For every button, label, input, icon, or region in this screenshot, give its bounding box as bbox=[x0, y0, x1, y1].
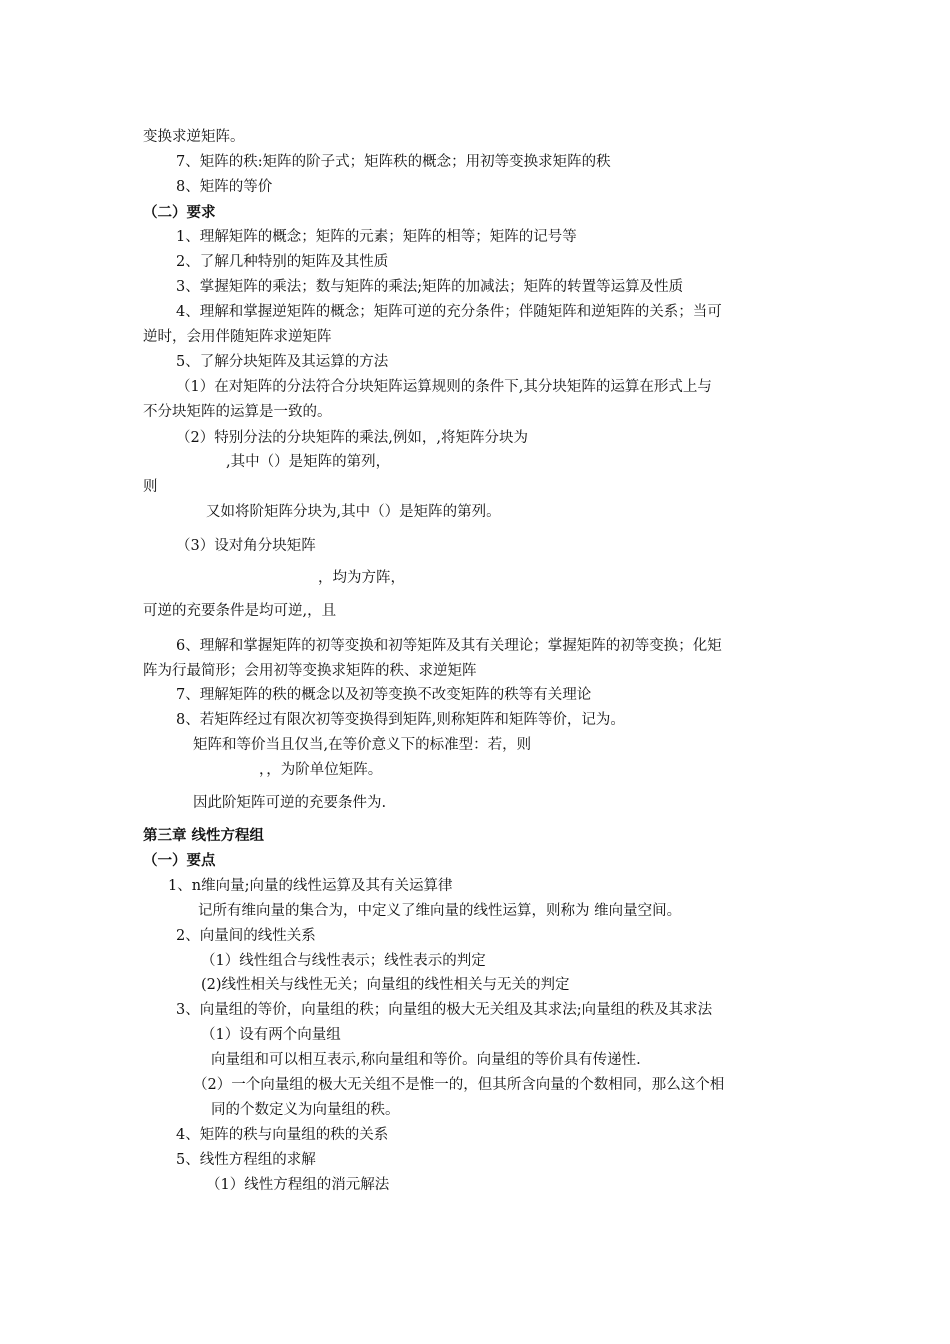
chapter-heading: 第三章 线性方程组 bbox=[143, 828, 265, 844]
text-line: （1）线性组合与线性表示；线性表示的判定 bbox=[201, 953, 486, 969]
text-line: 8、若矩阵经过有限次初等变换得到矩阵,则称矩阵和矩阵等价，记为。 bbox=[176, 712, 625, 728]
text-line: 变换求逆矩阵。 bbox=[143, 129, 245, 145]
text-line: 又如将阶矩阵分块为,其中（）是矩阵的第列。 bbox=[206, 504, 501, 520]
text-line: 1、n维向量;向量的线性运算及其有关运算律 bbox=[168, 878, 453, 894]
text-line: 向量组和可以相互表示,称向量组和等价。向量组的等价具有传递性. bbox=[211, 1052, 641, 1068]
text-line: 7、矩阵的秩:矩阵的阶子式；矩阵秩的概念；用初等变换求矩阵的秩 bbox=[176, 154, 611, 170]
text-line: 阵为行最简形；会用初等变换求矩阵的秩、求逆矩阵 bbox=[143, 663, 477, 679]
text-line: 7、理解矩阵的秩的概念以及初等变换不改变矩阵的秩等有关理论 bbox=[176, 687, 592, 703]
text-line: 3、掌握矩阵的乘法；数与矩阵的乘法;矩阵的加减法；矩阵的转置等运算及性质 bbox=[176, 279, 684, 295]
text-line: 同的个数定义为向量组的秩。 bbox=[211, 1102, 400, 1118]
text-line: 不分块矩阵的运算是一致的。 bbox=[143, 404, 332, 420]
section-heading: （一）要点 bbox=[143, 853, 216, 869]
text-line: ，，为阶单位矩阵。 bbox=[259, 762, 383, 778]
text-line: 8、矩阵的等价 bbox=[176, 179, 273, 195]
text-line: 因此阶矩阵可逆的充要条件为. bbox=[193, 795, 387, 811]
text-line: (2)线性相关与线性无关；向量组的线性相关与无关的判定 bbox=[201, 977, 570, 993]
text-line: 5、线性方程组的求解 bbox=[176, 1152, 316, 1168]
text-line: （1）设有两个向量组 bbox=[201, 1027, 341, 1043]
text-line: （2）特别分法的分块矩阵的乘法,例如，,将矩阵分块为 bbox=[176, 430, 528, 446]
text-line: 可逆的充要条件是均可逆,，且 bbox=[143, 603, 337, 619]
text-line: 2、了解几种特别的矩阵及其性质 bbox=[176, 254, 389, 270]
text-line: 1、理解矩阵的概念；矩阵的元素；矩阵的相等；矩阵的记号等 bbox=[176, 229, 577, 245]
text-line: 5、了解分块矩阵及其运算的方法 bbox=[176, 354, 389, 370]
text-line: （1）线性方程组的消元解法 bbox=[206, 1177, 390, 1193]
text-line: （2）一个向量组的极大无关组不是惟一的，但其所含向量的个数相同，那么这个相 bbox=[193, 1077, 725, 1093]
text-line: 4、矩阵的秩与向量组的秩的关系 bbox=[176, 1127, 389, 1143]
text-line: ，均为方阵， bbox=[318, 570, 405, 586]
text-line: 2、向量间的线性关系 bbox=[176, 928, 316, 944]
text-line: 逆时，会用伴随矩阵求逆矩阵 bbox=[143, 329, 332, 345]
text-line: 矩阵和等价当且仅当,在等价意义下的标准型：若，则 bbox=[193, 737, 532, 753]
text-line: 6、理解和掌握矩阵的初等变换和初等矩阵及其有关理论；掌握矩阵的初等变换；化矩 bbox=[176, 638, 722, 654]
text-line: 则 bbox=[143, 479, 158, 495]
text-line: 记所有维向量的集合为，中定义了维向量的线性运算，则称为 维向量空间。 bbox=[198, 903, 682, 919]
section-heading: （二）要求 bbox=[143, 205, 216, 221]
text-line: 3、向量组的等价，向量组的秩；向量组的极大无关组及其求法;向量组的秩及其求法 bbox=[176, 1002, 713, 1018]
text-line: （3）设对角分块矩阵 bbox=[176, 538, 316, 554]
text-line: 4、理解和掌握逆矩阵的概念；矩阵可逆的充分条件；伴随矩阵和逆矩阵的关系；当可 bbox=[176, 304, 722, 320]
text-line: ,其中（）是矩阵的第列， bbox=[226, 454, 391, 470]
text-line: （1）在对矩阵的分法符合分块矩阵运算规则的条件下,其分块矩阵的运算在形式上与 bbox=[176, 379, 712, 395]
